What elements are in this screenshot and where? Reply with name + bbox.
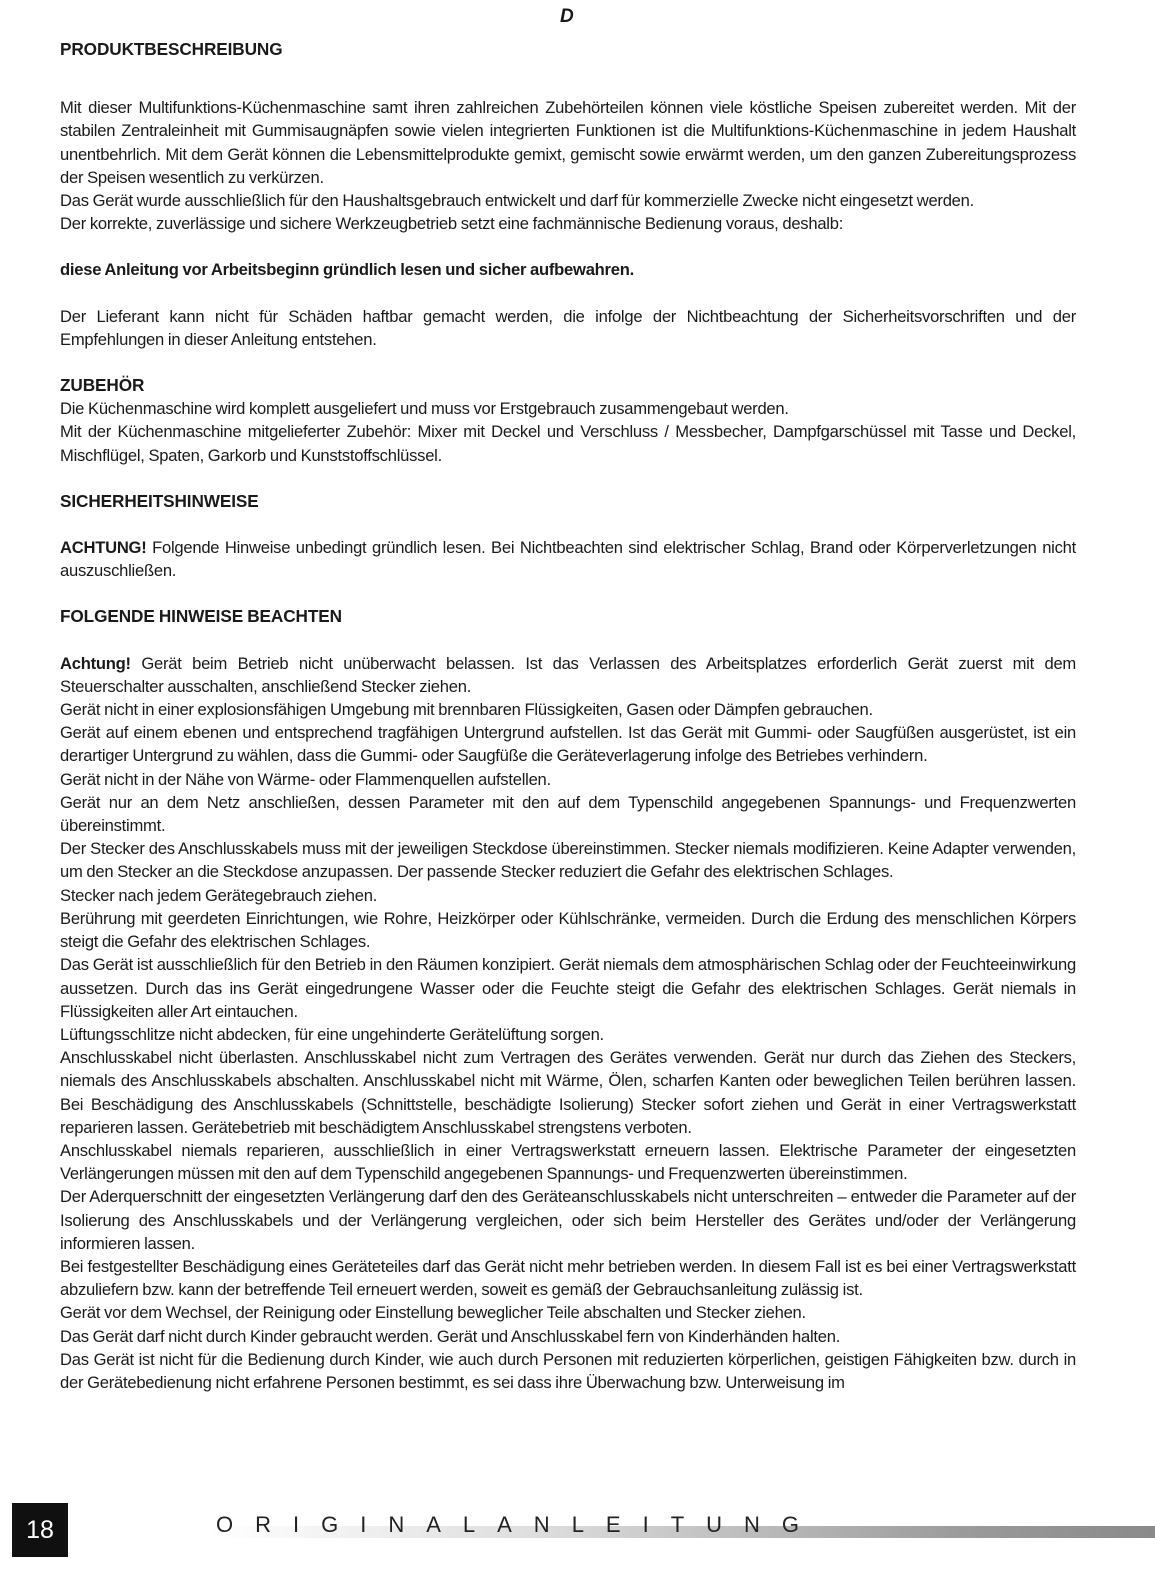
warning-paragraph bbox=[60, 536, 1076, 582]
document-body bbox=[60, 38, 1076, 1394]
section-title-zubehoer: ZUBEHÖR bbox=[60, 375, 145, 396]
paragraph: Der Lieferant kann nicht für Schäden haftbar gemacht werden, die infolge der Nichtbeachtung der Sicherheitsvorschriften und der Empfehlungen in dieser Anleitung entstehen. bbox=[60, 306, 1076, 349]
section-title-produktbeschreibung: PRODUKTBESCHREIBUNG bbox=[60, 39, 283, 59]
footer-label: ORIGINALANLEITUNG bbox=[216, 1512, 822, 1537]
caution-text: Gerät beim Betrieb nicht unüberwacht belassen. Ist das Verlassen des Arbeitsplatzes erforderlich Gerät zuerst mit dem Steuerschalter ausschalten, anschließend Stecker ziehen. bbox=[60, 653, 1076, 696]
caution-label: Achtung! bbox=[60, 653, 131, 673]
safety-item: Lüftungsschlitze nicht abdecken, für eine ungehinderte Gerätelüftung sorgen. bbox=[60, 1024, 604, 1044]
safety-item: Bei festgestellter Beschädigung eines Geräteteiles darf das Gerät nicht mehr betrieben werden. In diesem Fall ist es bei einer Vertragswerkstatt abzuliefern bzw. kann der betreffende Teil erneuert werden, soweit es gemäß der Gebrauchsanleitung zulässig ist. bbox=[60, 1256, 1076, 1300]
safety-item: Das Gerät darf nicht durch Kinder gebraucht werden. Gerät und Anschlusskabel fern von Kinderhänden halten. bbox=[60, 1326, 841, 1346]
safety-item: Das Gerät ist ausschließlich für den Betrieb in den Räumen konzipiert. Gerät niemals dem atmosphärischen Schlag oder der Feuchteeinwirkung aussetzen. Durch das ins Gerät eingedrungene Wasser oder die Feuchte steigt die Gefahr des elektrischen Schlages. Gerät niemals in Flüssigkeiten aller Art eintauchen. bbox=[60, 955, 1076, 1021]
safety-item: Gerät auf einem ebenen und entsprechend tragfähigen Untergrund aufstellen. Ist das Gerät mit Gummi- oder Saugfüßen ausgerüstet, ist ein derartiger Untergrund zu wählen, dass die Gummi- oder Saugfüße die Geräteverlagerung infolge des Betriebes verhindern. bbox=[60, 723, 1076, 766]
paragraph: Das Gerät wurde ausschließlich für den Haushaltsgebrauch entwickelt und darf für kommerzielle Zwecke nicht eingesetzt werden. bbox=[60, 191, 974, 211]
language-code: D bbox=[560, 6, 574, 27]
caution-paragraph bbox=[60, 652, 1076, 698]
warning-label: ACHTUNG! bbox=[60, 538, 147, 558]
page-number: 18 bbox=[12, 1503, 68, 1557]
safety-item: Der Aderquerschnitt der eingesetzten Verlängerung darf den des Geräteanschlusskabels nicht unterschreiten – entweder die Parameter auf der Isolierung des Anschlusskabels und der Verlängerung vergleichen, oder sich beim Hersteller des Gerätes und/oder der Verlängerung informieren lassen. bbox=[60, 1187, 1076, 1253]
section-title-hinweise-beachten: FOLGENDE HINWEISE BEACHTEN bbox=[60, 606, 342, 627]
safety-item: Anschlusskabel nicht überlasten. Anschlusskabel nicht zum Vertragen des Gerätes verwenden. Gerät nur durch das Ziehen des Steckers, niemals des Anschlusskabels abschalten. Anschlusskabel nicht mit Wärme, Ölen, scharfen Kanten oder beweglichen Teilen berühren lassen. Bei Beschädigung des Anschlusskabels (Schnittstelle, beschädigte Isolierung) Stecker sofort ziehen und Gerät in einer Vertragswerkstatt reparieren lassen. Gerätebetrieb mit beschädigtem Anschlusskabel strengstens verboten. bbox=[60, 1048, 1076, 1137]
paragraph: Die Küchenmaschine wird komplett ausgeliefert und muss vor Erstgebrauch zusammengebaut werden. bbox=[60, 399, 789, 419]
safety-item: Stecker nach jedem Gerätegebrauch ziehen. bbox=[60, 885, 378, 905]
safety-item: Das Gerät ist nicht für die Bedienung durch Kinder, wie auch durch Personen mit reduzierten körperlichen, geistigen Fähigkeiten bzw. durch in der Gerätebedienung nicht erfahrene Personen bestimmt, es sei dass ihre Überwachung bzw. Unterweisung im bbox=[60, 1349, 1076, 1392]
safety-item: Berührung mit geerdeten Einrichtungen, wie Rohre, Heizkörper oder Kühlschränke, vermeiden. Durch die Erdung des menschlichen Körpers steigt die Gefahr des elektrischen Schlages. bbox=[60, 908, 1076, 952]
paragraph: Der korrekte, zuverlässige und sichere Werkzeugbetrieb setzt eine fachmännische Bedienung voraus, deshalb: bbox=[60, 214, 844, 234]
safety-item: Gerät nur an dem Netz anschließen, dessen Parameter mit den auf dem Typenschild angegebenen Spannungs- und Frequenzwerten übereinstimmt. bbox=[60, 792, 1076, 836]
safety-item: Der Stecker des Anschlusskabels muss mit der jeweiligen Steckdose übereinstimmen. Stecker niemals modifizieren. Keine Adapter verwenden, um den Stecker an die Steckdose anzupassen. Der passende Stecker reduziert die Gefahr des elektrischen Schlages. bbox=[60, 839, 1076, 882]
section-title-sicherheitshinweise: SICHERHEITSHINWEISE bbox=[60, 490, 259, 511]
warning-text: Folgende Hinweise unbedingt gründlich lesen. Bei Nichtbeachten sind elektrischer Schlag, Brand oder Körperverletzungen nicht auszuschließen. bbox=[60, 538, 1076, 581]
bold-instruction: diese Anleitung vor Arbeitsbeginn gründlich lesen und sicher aufbewahren. bbox=[60, 260, 634, 280]
safety-item: Gerät nicht in der Nähe von Wärme- oder Flammenquellen aufstellen. bbox=[60, 769, 551, 789]
paragraph: Mit dieser Multifunktions-Küchenmaschine samt ihren zahlreichen Zubehörteilen können viele köstliche Speisen zubereitet werden. Mit der stabilen Zentraleinheit mit Gummisaugnäpfen sowie vielen integrierten Funktionen ist die Multifunktions-Küchenmaschine in jedem Haushalt unentbehrlich. Mit dem Gerät können die Lebensmittelprodukte gemixt, gemischt sowie erwärmt werden, um den ganzen Zubereitungsprozess der Speisen wesentlich zu verkürzen. bbox=[60, 98, 1076, 187]
safety-item: Anschlusskabel niemals reparieren, ausschließlich in einer Vertragswerkstatt erneuern lassen. Elektrische Parameter der eingesetzten Verlängerungen müssen mit den auf dem Typenschild angegebenen Spannungs- und Frequenzwerten übereinstimmen. bbox=[60, 1140, 1076, 1184]
safety-item: Gerät vor dem Wechsel, der Reinigung oder Einstellung beweglicher Teile abschalten und Stecker ziehen. bbox=[60, 1303, 806, 1323]
safety-item: Gerät nicht in einer explosionsfähigen Umgebung mit brennbaren Flüssigkeiten, Gasen oder Dämpfen gebrauchen. bbox=[60, 700, 873, 720]
paragraph: Mit der Küchenmaschine mitgelieferter Zubehör: Mixer mit Deckel und Verschluss / Messbecher, Dampfgarschüssel mit Tasse und Deckel, Mischflügel, Spaten, Garkorb und Kunststoffschlüssel. bbox=[60, 422, 1076, 465]
